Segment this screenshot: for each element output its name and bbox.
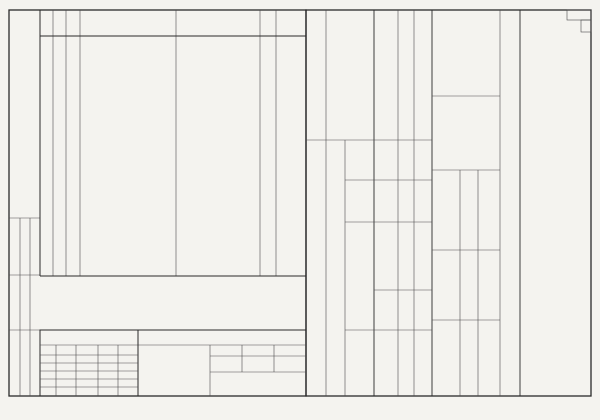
title-block — [40, 330, 306, 396]
side-strip — [9, 218, 40, 396]
page-number-box — [567, 10, 591, 20]
sheet-number-box — [581, 20, 591, 32]
left-sheet-frame — [9, 10, 306, 396]
spec-table — [40, 10, 306, 276]
steel-table — [306, 10, 520, 396]
right-sheet-frame — [306, 10, 591, 396]
